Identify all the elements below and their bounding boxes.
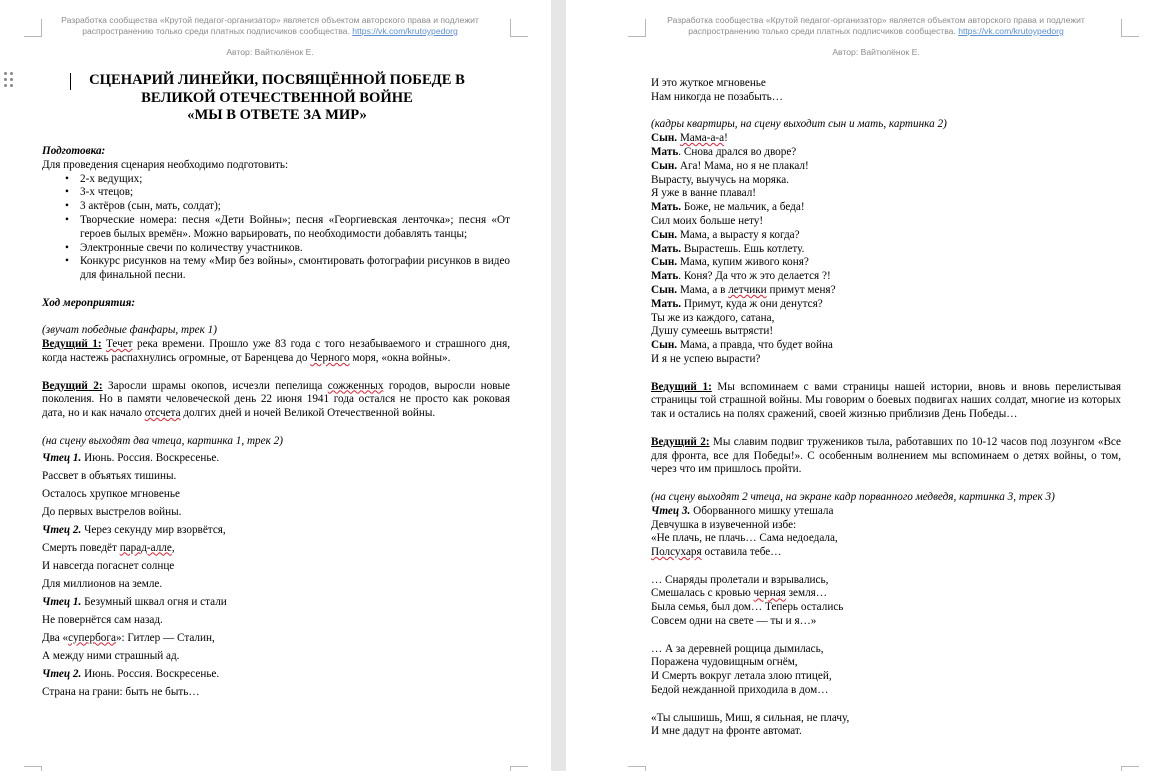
speaker-label: Чтец 1.	[42, 595, 82, 608]
dialogue-line: Сын. Мама, а в летчики примут меня?	[651, 283, 836, 296]
poem-line: Девчушка в изувеченной избе:	[651, 518, 797, 531]
speaker-label: Чтец 1.	[42, 451, 82, 464]
list-item: • Электронные свечи по количеству участников.	[80, 242, 510, 256]
copyright-notice	[30, 15, 510, 37]
spell-flagged-word[interactable]: сожженных	[327, 379, 384, 392]
poem-line: Страна на грани: быть не быть…	[42, 685, 200, 698]
poem-line: Смерть поведёт парад-алле,	[42, 541, 175, 554]
speaker-label: Сын.	[651, 256, 678, 269]
scenario-continuation	[651, 77, 1121, 739]
title-line-1: СЦЕНАРИЙ ЛИНЕЙКИ, ПОСВЯЩЁННОЙ ПОБЕДЕ В	[89, 72, 465, 88]
margin-mark-bottom-left	[628, 766, 646, 771]
spell-flagged-word[interactable]: Течет	[106, 338, 133, 351]
poem-line: И Смерть вокруг летала злою птицей,	[651, 670, 832, 683]
poem-line: Чтец 2. Через секунду мир взорвётся,	[42, 523, 226, 536]
author-line: Автор: Вайтюлёнок Е.	[832, 47, 920, 57]
notice-line-1: Разработка сообщества «Крутой педагог-организатор» является объектом авторского права и подлежит	[61, 15, 479, 25]
poem-line: И мне дадут на фронте автомат.	[651, 725, 802, 738]
dialogue-line: Сын. Мама, а правда, что будет война	[651, 339, 833, 352]
dialogue-line: Мать. Примут, куда ж они денутся?	[651, 297, 823, 310]
poem-line: Чтец 1. Июнь. Россия. Воскресенье.	[42, 451, 220, 464]
document-page-2	[566, 0, 1157, 771]
author-line: Автор: Вайтюлёнок Е.	[226, 47, 314, 57]
dialogue-line: Мать. Боже, не мальчик, а беда!	[651, 201, 805, 214]
copyright-notice	[636, 15, 1116, 37]
dialogue-line: Душу сумеешь вытрясти!	[651, 325, 774, 338]
title-line-3: «МЫ В ОТВЕТЕ ЗА МИР»	[187, 107, 367, 123]
speaker-label: Чтец 2.	[42, 523, 82, 536]
spell-flagged-word[interactable]: Мама-а-а	[679, 132, 725, 145]
speaker-label: Сын.	[651, 228, 678, 241]
spell-flagged-word[interactable]: отсчета	[144, 407, 181, 420]
host-2-speech	[42, 380, 510, 421]
poem-line: И это жуткое мгновенье	[651, 77, 766, 89]
notice-line-2: распространению только среди платных подписчиков сообщества.	[688, 26, 956, 36]
speaker-label: Мать.	[651, 201, 682, 214]
poem-line: Осталось хрупкое мгновенье	[42, 487, 180, 500]
dialogue-line: Сил моих больше нету!	[651, 214, 764, 227]
margin-mark-top-right	[1121, 19, 1139, 37]
speaker-label: Ведущий 2:	[651, 435, 710, 448]
dialogue-line: Ты же из каждого, сатана,	[651, 311, 775, 324]
margin-mark-bottom-right	[510, 766, 528, 771]
poem-line: Два «супербога»: Гитлер — Сталин,	[42, 631, 215, 644]
list-item: • 2-х ведущих;	[80, 173, 510, 187]
stage-direction: (на сцену выходят 2 чтеца, на экране кадр порванного медведя, картинка 3, трек 3)	[651, 490, 1055, 503]
poem-line: Была семья, был дом… Теперь остались	[651, 601, 844, 614]
speaker-label: Мать	[651, 145, 679, 158]
poem-line: Совсем одни на свете — ты и я…»	[651, 615, 817, 628]
margin-mark-top-right	[510, 19, 528, 37]
dialogue-line: Сын. Мама, купим живого коня?	[651, 256, 809, 269]
spell-flagged-word[interactable]: парад-алле	[119, 541, 172, 554]
poem-line: Чтец 1. Безумный шквал огня и стали	[42, 595, 227, 608]
speaker-label: Сын.	[651, 283, 678, 296]
speaker-label: Мать.	[651, 242, 682, 255]
speaker-label: Сын.	[651, 159, 678, 172]
stage-direction: (звучат победные фанфары, трек 1)	[42, 324, 217, 337]
speaker-label: Ведущий 2:	[42, 379, 103, 392]
poem-line: … Снаряды пролетали и взрывались,	[651, 573, 829, 586]
margin-mark-bottom-right	[1121, 766, 1139, 771]
poem-line: Чтец 3. Оборванного мишку утешала	[651, 504, 834, 517]
dialogue-line: И я не успею вырасти?	[651, 352, 761, 365]
dialogue-line: Я уже в ванне плавал!	[651, 187, 757, 200]
community-link[interactable]: https://vk.com/krutoypedorg	[352, 26, 458, 36]
poem-line: И навсегда погаснет солнце	[42, 559, 175, 572]
speaker-label: Мать	[651, 270, 679, 283]
poem-line: Полсухаря оставила тебе…	[651, 546, 782, 559]
list-item: • Творческие номера: песня «Дети Войны»; песня «Георгиевская ленточка»; песня «От героев былых времён». Можно варьировать, по необходимости добавлять танцы;	[80, 214, 510, 242]
poem-line: А между ними страшный ад.	[42, 649, 180, 662]
dialogue-line: Сын. Ага! Мама, но я не плакал!	[651, 159, 809, 172]
speech-text: долгих дней и ночей Великой Отечественной войны.	[180, 407, 436, 420]
speaker-label: Мать.	[651, 297, 682, 310]
poem-line: «Ты слышишь, Миш, я сильная, не плачу,	[651, 711, 850, 724]
poem-line: Смешалась с кровью черная земля…	[651, 587, 828, 600]
preparation-intro: Для проведения сценария необходимо подготовить:	[42, 158, 289, 171]
dialogue-line: Сын. Мама, а вырасту я когда?	[651, 228, 800, 241]
speaker-label: Сын.	[651, 339, 678, 352]
poem-line: Нам никогда не позабыть…	[651, 90, 783, 103]
poem-line: «Не плачь, не плачь… Сама недоедала,	[651, 532, 838, 545]
course-heading: Ход мероприятия:	[42, 296, 136, 309]
spell-flagged-word[interactable]: Черного	[310, 351, 350, 364]
preparation-section	[42, 145, 510, 701]
speech-text: Заросли шрамы окопов, исчезли пепелища	[102, 379, 328, 392]
poem-block	[42, 449, 510, 701]
speaker-label: Ведущий 1:	[651, 380, 712, 393]
list-item: • 3-х чтецов;	[80, 186, 510, 200]
poem-line: Для миллионов на земле.	[42, 577, 163, 590]
speech-text: городов, выросли новые поколения. Но в памяти человеческой день 22 июня 1941 года остался не просто как роковая дата, но и как начало	[42, 379, 510, 420]
poem-line: До первых выстрелов войны.	[42, 505, 182, 518]
dialogue-line: Вырасту, выучусь на моряка.	[651, 173, 789, 186]
notice-line-2: распространению только среди платных подписчиков сообщества.	[82, 26, 350, 36]
dialogue-line: Мать. Вырастешь. Ешь котлету.	[651, 242, 805, 255]
poem-line: Поражена чудовищным огнём,	[651, 656, 798, 669]
spell-flagged-word[interactable]: летчики	[728, 283, 767, 296]
host-2-speech: Ведущий 2: Мы славим подвиг тружеников тыла, работавших по 10-12 часов под лозунгом «Все для фронта, все для Победы!». С особенным волнением мы вспоминаем о детях войны, о том, через что им пришлось пройти.	[651, 435, 1121, 476]
dialogue-line: Сын. Мама-а-а!	[651, 132, 728, 145]
poem-line: Бедой нежданной приходила в дом…	[651, 684, 829, 697]
list-item: • 3 актёров (сын, мать, солдат);	[80, 200, 510, 214]
scenario-title	[42, 72, 512, 125]
poem-line: Чтец 2. Июнь. Россия. Воскресенье.	[42, 667, 220, 680]
speaker-label: Сын.	[651, 132, 678, 145]
spell-flagged-word[interactable]: черная	[753, 587, 786, 600]
speech-text: моря, «окна войны».	[349, 351, 451, 364]
stage-direction: (кадры квартиры, на сцену выходит сын и мать, картинка 2)	[651, 118, 947, 131]
drag-handle-icon[interactable]	[4, 72, 14, 90]
poem-line: Не повернётся сам назад.	[42, 613, 163, 626]
host-1-speech: Ведущий 1: Мы вспоминаем с вами страницы нашей истории, вновь и вновь перелистывая страницы той страшной войны. Мы говорим о боевых подвигах наших солдат, многие из которых так и остались на полях сражений, своей жизнью приблизив День Победы…	[651, 380, 1121, 421]
margin-mark-bottom-left	[24, 766, 42, 771]
notice-line-1: Разработка сообщества «Крутой педагог-организатор» является объектом авторского права и подлежит	[667, 15, 1085, 25]
poem-line: Рассвет в объятьях тишины.	[42, 469, 177, 482]
stage-direction: (на сцену выходят два чтеца, картинка 1, трек 2)	[42, 434, 283, 447]
speaker-label: Чтец 3.	[651, 504, 691, 517]
spell-flagged-word[interactable]: супербога	[68, 631, 116, 644]
dialogue-line: Мать. Коня? Да что ж это делается ?!	[651, 270, 831, 283]
title-line-2: ВЕЛИКОЙ ОТЕЧЕСТВЕННОЙ ВОЙНЕ	[141, 89, 413, 106]
host-1-speech	[42, 338, 510, 366]
speech-text: река времени. Прошло уже 83 года с того незабываемого и страшного дня, когда настежь распахнулись огромные, от Баренцева до	[42, 338, 511, 364]
speaker-label: Чтец 2.	[42, 667, 82, 680]
list-item: • Конкурс рисунков на тему «Мир без войны», смонтировать фотографии рисунков в видео для финальной песни.	[80, 255, 510, 283]
document-page-1	[0, 0, 551, 771]
community-link[interactable]: https://vk.com/krutoypedorg	[958, 26, 1064, 36]
speaker-label: Ведущий 1:	[42, 338, 102, 351]
preparation-list	[42, 173, 510, 283]
preparation-heading: Подготовка:	[42, 145, 106, 157]
poem-line: … А за деревней рощица дымилась,	[651, 642, 824, 655]
spell-flagged-word[interactable]: Полсухаря	[651, 546, 702, 559]
dialogue-line: Мать. Снова дрался во дворе?	[651, 145, 797, 158]
